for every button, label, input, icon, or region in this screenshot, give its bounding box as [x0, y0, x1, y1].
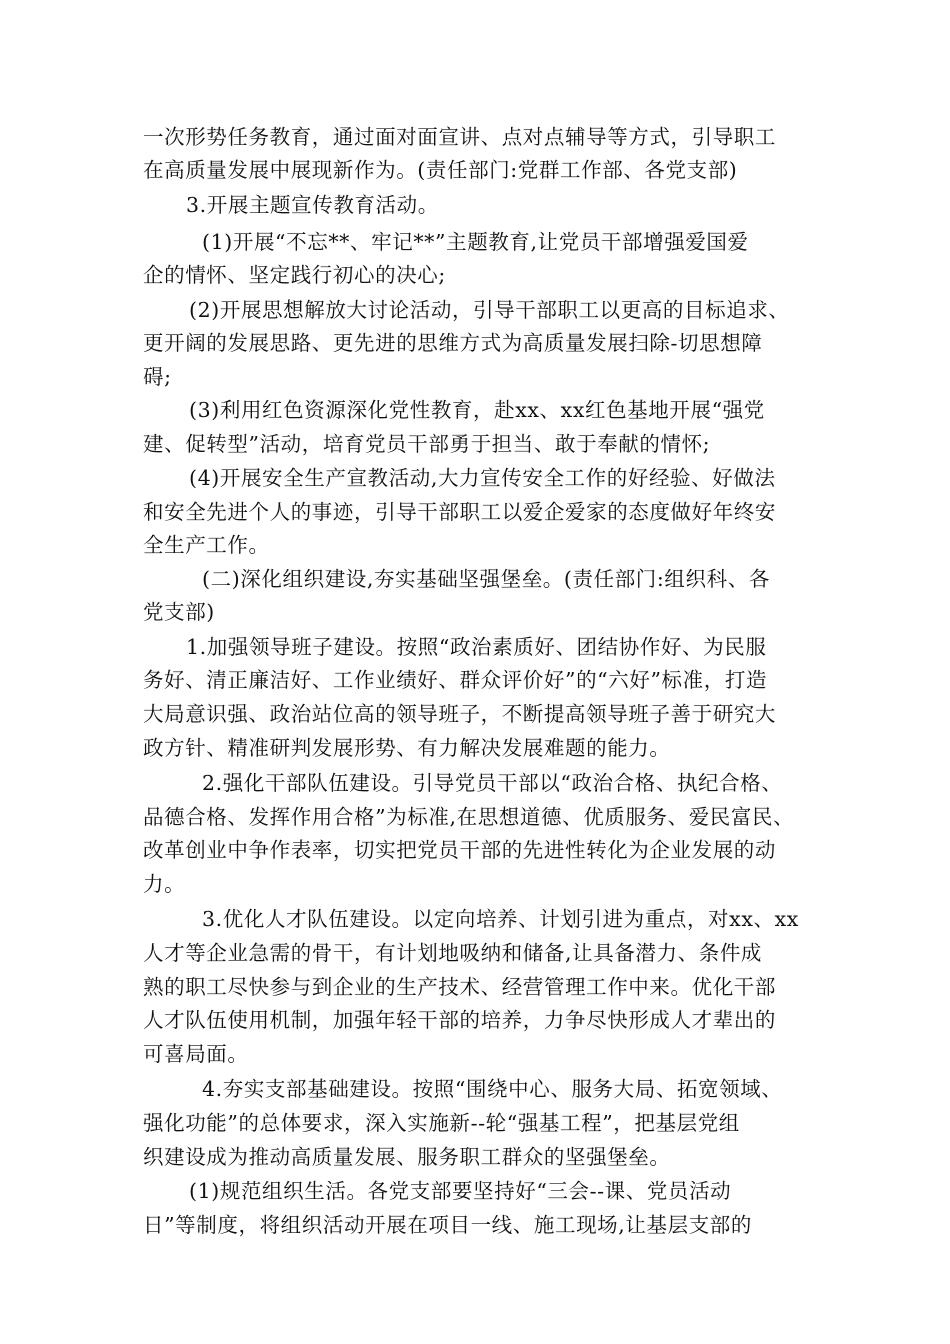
text-line: 人才等企业急需的骨干，有计划地吸纳和储备,让具备潜力、条件成	[143, 941, 763, 965]
text-line: 和安全先进个人的事迹，引导干部职工以爱企爱家的态度做好年终安	[143, 500, 776, 524]
text-line: 企的情怀、坚定践行初心的决心;	[143, 263, 446, 287]
text-line: 2.强化干部队伍建设。引导党员干部以“政治合格、执纪合格、	[202, 771, 783, 795]
text-line: 力。	[143, 872, 186, 896]
text-line: (4)开展安全生产宣教活动,大力宣传安全工作的好经验、好做法	[189, 466, 776, 490]
text-line: 可喜局面。	[143, 1042, 249, 1066]
text-line: 一次形势任务教育，通过面对面宣讲、点对点辅导等方式，引导职工	[143, 125, 776, 149]
section-heading: 3.开展主题宣传教育活动。	[186, 193, 439, 217]
text-line: 在高质量发展中展现新作为。(责任部门:党群工作部、各党支部)	[143, 158, 738, 182]
text-line: 熟的职工尽快参与到企业的生产技术、经营管理工作中来。优化干部	[143, 975, 776, 999]
text-line: 全生产工作。	[143, 533, 270, 557]
text-line: 建、促转型”活动，培育党员干部勇于担当、敢于奉献的情怀;	[143, 432, 711, 456]
text-line: 改革创业中争作表率，切实把党员干部的先进性转化为企业发展的动	[143, 838, 776, 862]
text-line: (1)规范组织生活。各党支部要坚持好“三会--课、党员活动	[189, 1179, 732, 1203]
text-line: 4.夯实支部基础建设。按照“围绕中心、服务大局、拓宽领域、	[202, 1077, 783, 1101]
text-line: 大局意识强、政治站位高的领导班子，不断提高领导班子善于研究大	[143, 702, 776, 726]
text-line: 织建设成为推动高质量发展、服务职工群众的坚强堡垒。	[143, 1145, 671, 1169]
text-line: 党支部)	[143, 600, 215, 624]
text-line: (2)开展思想解放大讨论活动，引导干部职工以更高的目标追求、	[189, 298, 790, 322]
text-line: (3)利用红色资源深化党性教育，赴xx、xx红色基地开展“强党	[189, 398, 765, 422]
text-line: 日”等制度，将组织活动开展在项目一线、施工现场,让基层支部的	[143, 1213, 752, 1237]
text-line: 政方针、精准研判发展形势、有力解决发展难题的能力。	[143, 736, 671, 760]
text-line: 品德合格、发挥作用合格”为标准,在思想道德、优质服务、爱民富民、	[143, 805, 795, 829]
text-line: 强化功能”的总体要求，深入实施新--轮“强基工程”，把基层党组	[143, 1111, 740, 1135]
text-line: 人才队伍使用机制，加强年轻干部的培养，力争尽快形成人才辈出的	[143, 1008, 776, 1032]
text-line: 更开阔的发展思路、更先进的思维方式为高质量发展扫除-切思想障	[143, 331, 763, 355]
text-line: 3.优化人才队伍建设。以定向培养、计划引进为重点，对xx、xx	[202, 907, 799, 931]
text-line: 碍;	[143, 365, 172, 389]
text-line: 1.加强领导班子建设。按照“政治素质好、团结协作好、为民服	[186, 635, 767, 659]
text-line: 务好、清正廉洁好、工作业绩好、群众评价好”的“六好”标准，打造	[143, 668, 768, 692]
text-line: (1)开展“不忘**、牢记**”主题教育,让党员干部增强爱国爱	[202, 230, 749, 254]
section-heading: (二)深化组织建设,夯实基础坚强堡垒。(责任部门:组织科、各	[202, 567, 770, 591]
